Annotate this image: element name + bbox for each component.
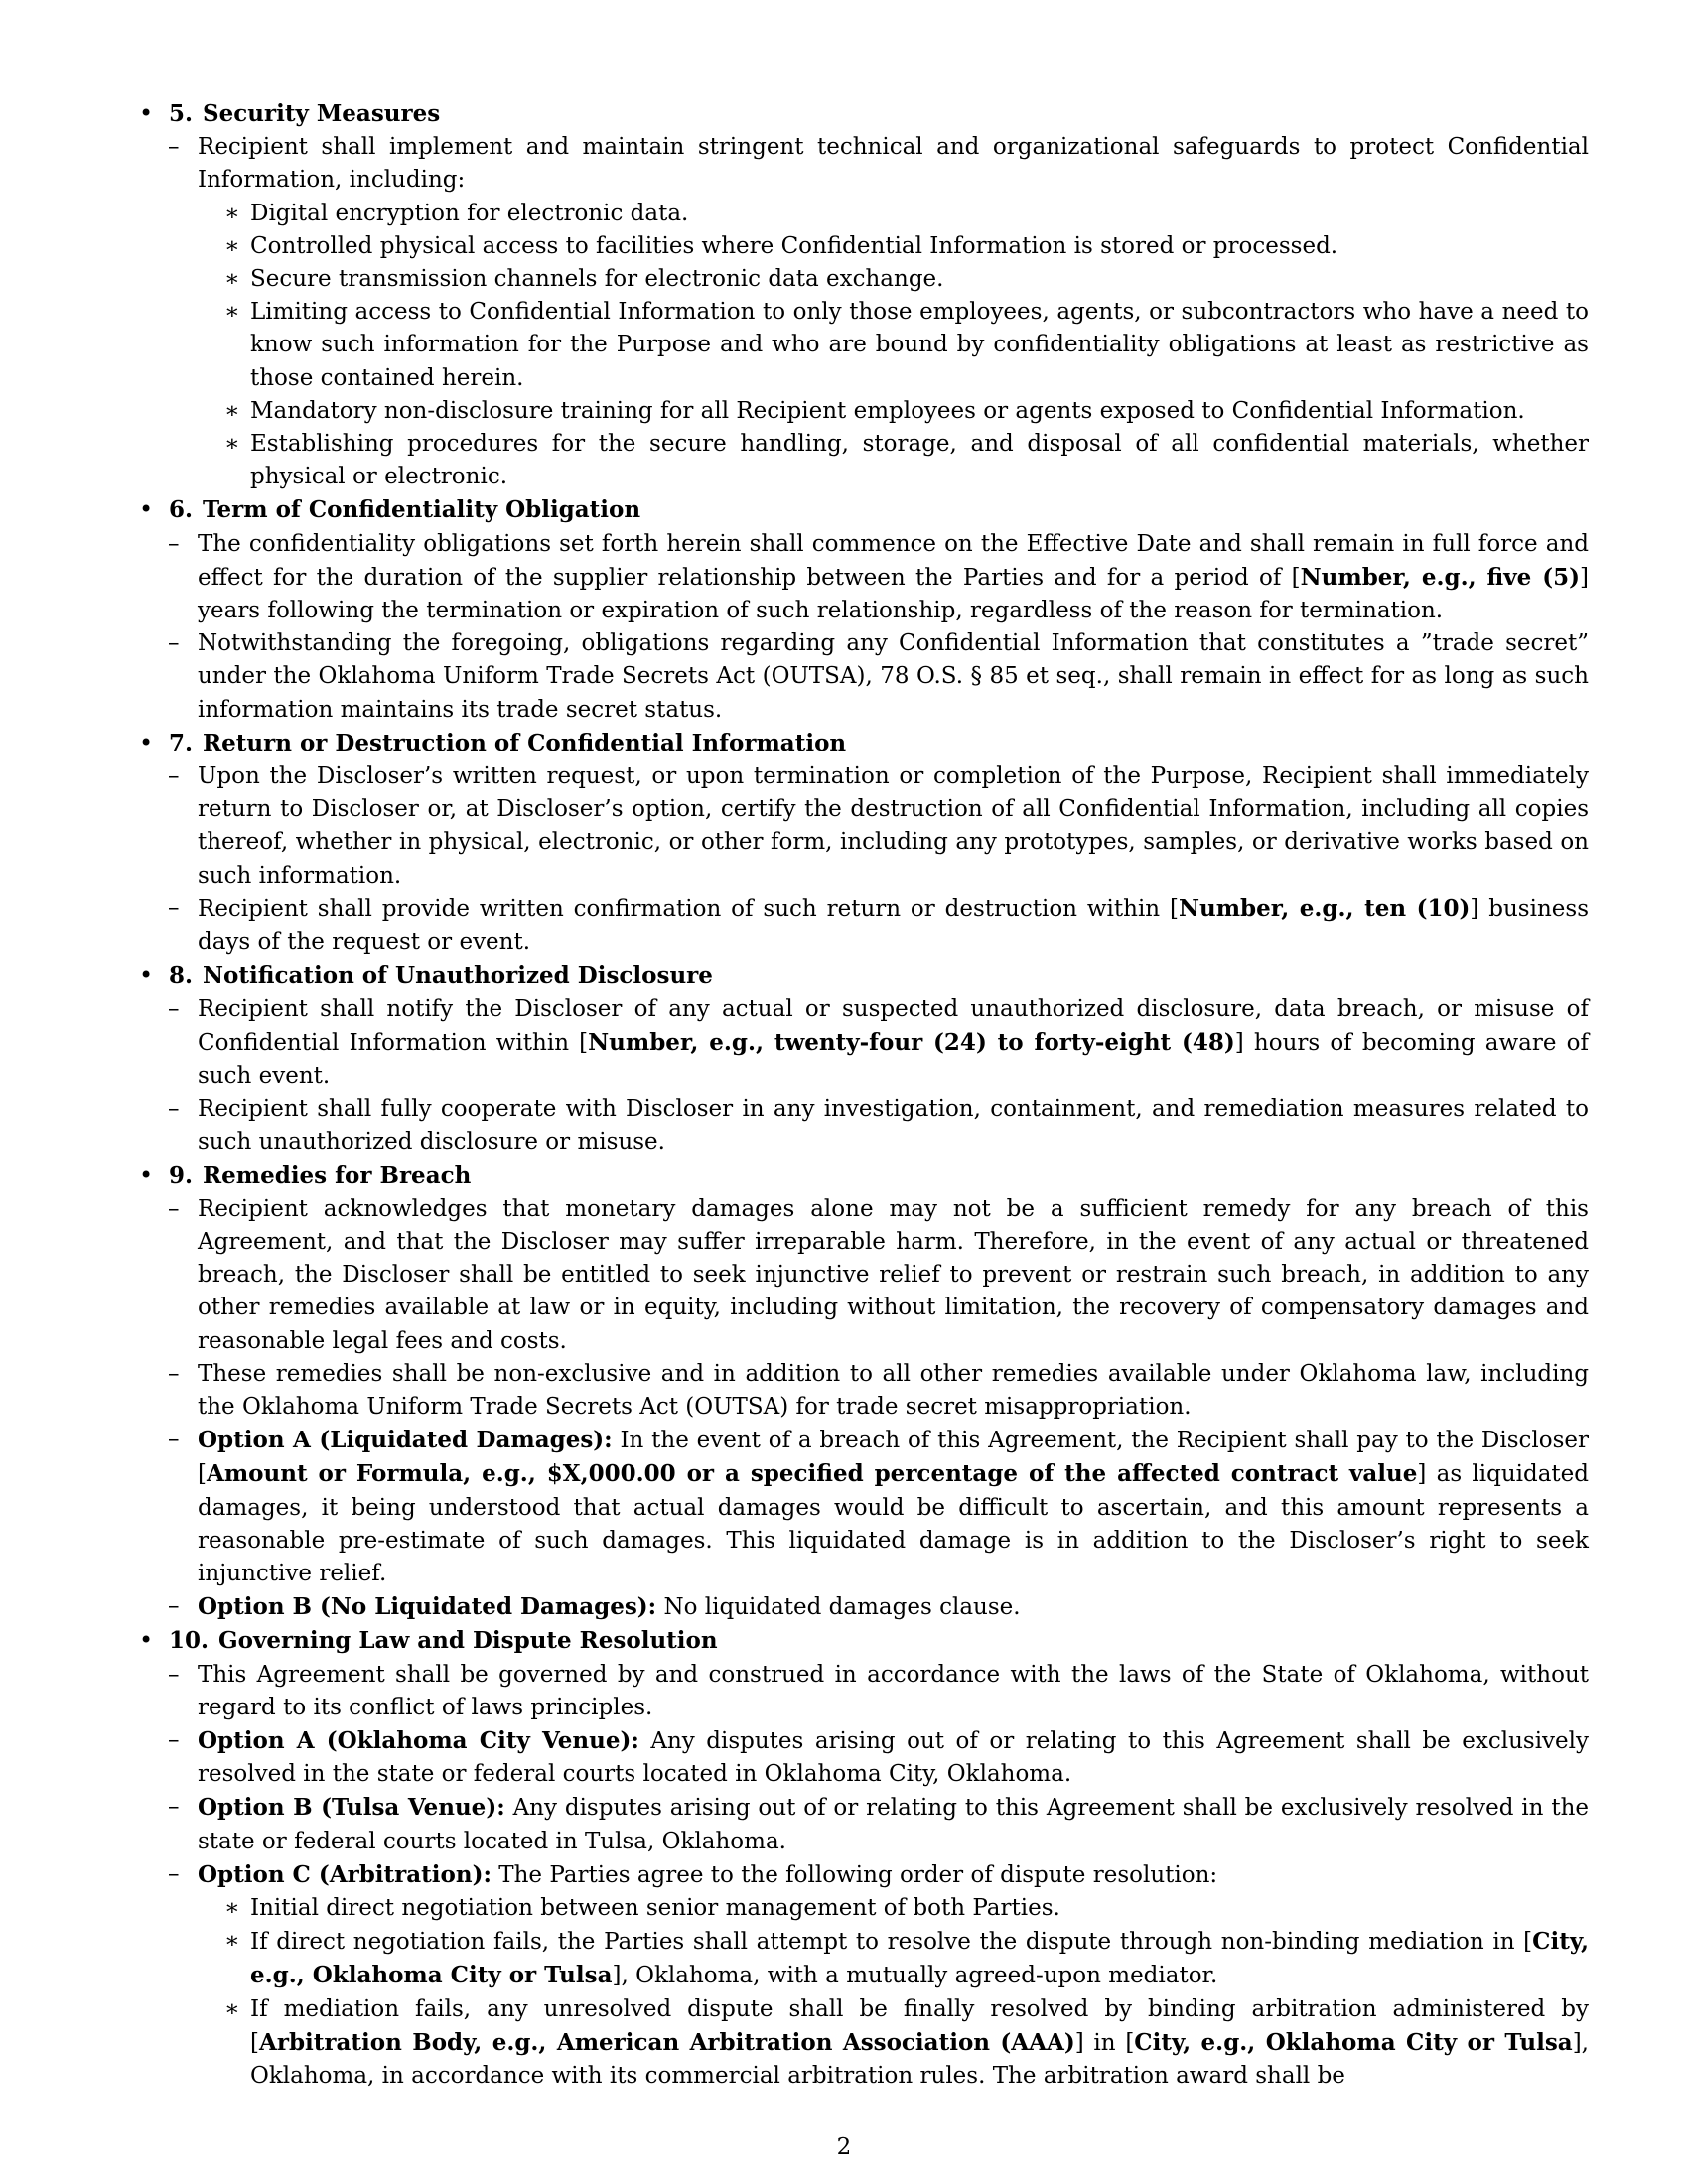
section-title: Term of Confidentiality Obligation: [203, 496, 641, 524]
dash-marker: –: [168, 134, 180, 161]
paragraph-text: In the event of a breach of this Agreement, the Recipient shall pay to the Discloser [: [198, 1428, 1589, 1488]
sub-item-text: If mediation fails, any unresolved dispute shall be finally resolved by binding arbitration administered by [: [250, 1995, 1589, 2056]
sub-list-item: [139, 263, 1589, 296]
list-item: [139, 627, 1589, 727]
sub-list-item: [139, 1892, 1589, 1925]
dash-marker: –: [168, 1726, 180, 1753]
sub-list-item: [139, 1993, 1589, 2094]
dash-marker: –: [168, 1096, 180, 1123]
section-bullet: •: [139, 99, 154, 127]
paragraph-text: Upon the Discloser’s written request, or upon termination or completion of the Purpose, Recipient shall immediately return to Discloser or, at Discloser’s option, certify the destruction of all Confidential Information, including all copies thereof, whether in physical, electronic, or other form, including any prototypes, samples, or derivative works based on such information.: [198, 763, 1589, 888]
dash-marker: –: [168, 1593, 180, 1620]
dash-marker: –: [168, 1794, 180, 1821]
placeholder-text: Number, e.g., twenty-four (24) to forty-eight (48): [588, 1028, 1235, 1056]
list-item: [139, 993, 1589, 1093]
section-9-heading: [169, 1162, 471, 1189]
sub-item-text: Digital encryption for electronic data.: [250, 200, 689, 226]
section-number: 8.: [169, 962, 194, 990]
section-bullet: •: [139, 1160, 154, 1189]
sub-item-text: Secure transmission channels for electronic data exchange.: [250, 266, 944, 293]
paragraph-text: ] hours of becoming aware of such event.: [198, 1029, 1589, 1089]
section-bullet: •: [139, 495, 154, 524]
list-item: [139, 1858, 1589, 1892]
option-label: Option A (Liquidated Damages):: [198, 1427, 613, 1454]
section-bullet: •: [139, 961, 154, 990]
section-8: [139, 959, 1589, 993]
list-item: [139, 760, 1589, 892]
section-7: [139, 727, 1589, 760]
list-item: [139, 1791, 1589, 1857]
paragraph-text: Recipient shall provide written confirmation of such return or destruction within [: [198, 895, 1179, 922]
dash-marker: –: [168, 530, 180, 557]
dash-marker: –: [168, 996, 180, 1023]
list-item: [139, 1724, 1589, 1791]
section-number: 6.: [169, 496, 194, 524]
placeholder-text: Amount or Formula, e.g., $X,000.00 or a specified percentage of the affected contract value: [206, 1460, 1418, 1488]
dash-marker: –: [168, 1860, 180, 1887]
paragraph-text: ] as liquidated damages, it being understood that actual damages would be difficult to ascertain, and this amount represents a reasonable pre-estimate of such damages. This liquidated damage is in addition to the Discloser’s right to seek injunctive relief.: [198, 1461, 1589, 1586]
section-number: 9.: [169, 1161, 194, 1189]
paragraph-text: ] business days of the request or event.: [198, 895, 1589, 956]
sub-item-text: ], Oklahoma, in accordance with its commercial arbitration rules. The arbitration award shall be: [250, 2029, 1589, 2089]
paragraph-text: This Agreement shall be governed by and construed in accordance with the laws of the State of Oklahoma, without regard to its conflict of laws principles.: [198, 1661, 1589, 1720]
sub-item-text: ] in [: [1074, 2029, 1135, 2056]
sub-list-item: [139, 428, 1589, 493]
sub-item-text: Establishing procedures for the secure handling, storage, and disposal of all confidential materials, whether physical or electronic.: [250, 431, 1589, 490]
list-item: [139, 1424, 1589, 1590]
dash-marker: –: [168, 1661, 180, 1688]
paragraph-text: Recipient shall implement and maintain stringent technical and organizational safeguards to protect Confidential Information, including:: [198, 134, 1589, 194]
section-title: Notification of Unauthorized Disclosure: [203, 962, 713, 990]
sub-item-text: Mandatory non-disclosure training for all Recipient employees or agents exposed to Confidential Information.: [250, 397, 1525, 424]
paragraph-text: The Parties agree to the following order of dispute resolution:: [491, 1861, 1218, 1888]
section-title: Remedies for Breach: [203, 1161, 472, 1189]
placeholder-text: Number, e.g., five (5): [1300, 563, 1581, 591]
section-title: Return or Destruction of Confidential Information: [203, 729, 847, 756]
option-label: Option C (Arbitration):: [198, 1860, 492, 1888]
sub-list-item: [139, 230, 1589, 263]
paragraph-text: No liquidated damages clause.: [656, 1594, 1021, 1621]
dash-marker: –: [168, 1195, 180, 1222]
star-marker: ∗: [224, 1995, 240, 2022]
list-item: [139, 1358, 1589, 1424]
star-marker: ∗: [224, 397, 240, 424]
placeholder-text: City, e.g., Oklahoma City or Tulsa: [250, 1928, 1589, 1989]
list-item: [139, 528, 1589, 628]
section-number: 5.: [169, 100, 194, 127]
list-item: [139, 1659, 1589, 1724]
placeholder-text: Number, e.g., ten (10): [1178, 894, 1471, 922]
section-7-heading: [169, 730, 846, 756]
sub-item-text: ], Oklahoma, with a mutually agreed-upon mediator.: [612, 1963, 1218, 1989]
document-body: [139, 97, 1589, 2093]
section-5-heading: [169, 100, 440, 127]
paragraph-text: Recipient shall fully cooperate with Discloser in any investigation, containment, and remediation measures related to such unauthorized disclosure or misuse.: [198, 1096, 1589, 1156]
sub-list-item: [139, 395, 1589, 428]
dash-marker: –: [168, 894, 180, 921]
paragraph-text: Recipient acknowledges that monetary damages alone may not be a sufficient remedy for any breach of this Agreement, and that the Discloser may suffer irreparable harm. Therefore, in the event of any actual or threatened breach, the Discloser shall be entitled to seek injunctive relief to prevent or restrain such breach, in addition to any other remedies available at law or in equity, including without limitation, the recovery of compensatory damages and reasonable legal fees and costs.: [198, 1195, 1589, 1354]
section-6: [139, 493, 1589, 527]
star-marker: ∗: [224, 1928, 240, 1955]
option-label: Option B (Tulsa Venue):: [198, 1794, 505, 1822]
section-bullet: •: [139, 1626, 154, 1655]
sub-item-text: Controlled physical access to facilities where Confidential Information is stored or processed.: [250, 232, 1338, 259]
dash-marker: –: [168, 763, 180, 790]
option-label: Option B (No Liquidated Damages):: [198, 1593, 657, 1621]
section-10: [139, 1624, 1589, 1658]
sub-list-item: [139, 198, 1589, 230]
section-title: Security Measures: [203, 100, 441, 127]
list-item: [139, 892, 1589, 959]
section-9: [139, 1160, 1589, 1193]
page-number: 2: [836, 2134, 852, 2160]
paragraph-text: Notwithstanding the foregoing, obligations regarding any Confidential Information that constitutes a ”trade secret” under the Oklahoma Uniform Trade Secrets Act (OUTSA), 78 O.S. § 85 et seq., shall remain in effect for as long as such information maintains its trade secret status.: [198, 630, 1589, 723]
paragraph-text: These remedies shall be non-exclusive and in addition to all other remedies available under Oklahoma law, including the Oklahoma Uniform Trade Secrets Act (OUTSA) for trade secret misappropriation.: [198, 1360, 1589, 1420]
sub-item-text: Limiting access to Confidential Information to only those employees, agents, or subcontractors who have a need to know such information for the Purpose and who are bound by confidentiality obligations at least as restrictive as those contained herein.: [250, 299, 1589, 391]
section-5: [139, 97, 1589, 131]
section-6-heading: [169, 496, 640, 523]
section-8-heading: [169, 962, 713, 989]
star-marker: ∗: [224, 232, 240, 259]
paragraph-text: Any disputes arising out of or relating to this Agreement shall be exclusively resolved in the state or federal courts located in Tulsa, Oklahoma.: [198, 1795, 1589, 1854]
sub-item-text: If direct negotiation fails, the Parties shall attempt to resolve the dispute through non-binding mediation in [: [250, 1929, 1533, 1956]
placeholder-text: Arbitration Body, e.g., American Arbitration Association (AAA): [258, 2028, 1075, 2056]
section-bullet: •: [139, 728, 154, 756]
section-number: 7.: [169, 729, 194, 756]
paragraph-text: Any disputes arising out of or relating to this Agreement shall be exclusively resolved in the state or federal courts located in Oklahoma City, Oklahoma.: [198, 1727, 1590, 1788]
paragraph-text: ] years following the termination or expiration of such relationship, regardless of the reason for termination.: [198, 564, 1589, 624]
section-10-heading: [169, 1627, 718, 1654]
sub-list-item: [139, 1925, 1589, 1992]
dash-marker: –: [168, 630, 180, 657]
list-item: [139, 131, 1589, 197]
star-marker: ∗: [224, 266, 240, 293]
star-marker: ∗: [224, 299, 240, 326]
sub-item-text: Initial direct negotiation between senior management of both Parties.: [250, 1894, 1060, 1921]
paragraph-text: The confidentiality obligations set forth herein shall commence on the Effective Date and shall remain in full force and effect for the duration of the supplier relationship between the Parties and for a period of [: [198, 530, 1589, 591]
placeholder-text: City, e.g., Oklahoma City or Tulsa: [1134, 2028, 1573, 2056]
list-item: [139, 1193, 1589, 1358]
dash-marker: –: [168, 1360, 180, 1387]
star-marker: ∗: [224, 200, 240, 226]
list-item: [139, 1590, 1589, 1624]
star-marker: ∗: [224, 431, 240, 458]
star-marker: ∗: [224, 1894, 240, 1921]
section-title: Governing Law and Dispute Resolution: [218, 1627, 718, 1655]
list-item: [139, 1093, 1589, 1159]
dash-marker: –: [168, 1427, 180, 1453]
paragraph-text: Recipient shall notify the Discloser of any actual or suspected unauthorized disclosure, data breach, or misuse of Confidential Information within [: [198, 996, 1589, 1056]
sub-list-item: [139, 296, 1589, 395]
option-label: Option A (Oklahoma City Venue):: [198, 1726, 639, 1754]
section-number: 10.: [169, 1627, 210, 1655]
